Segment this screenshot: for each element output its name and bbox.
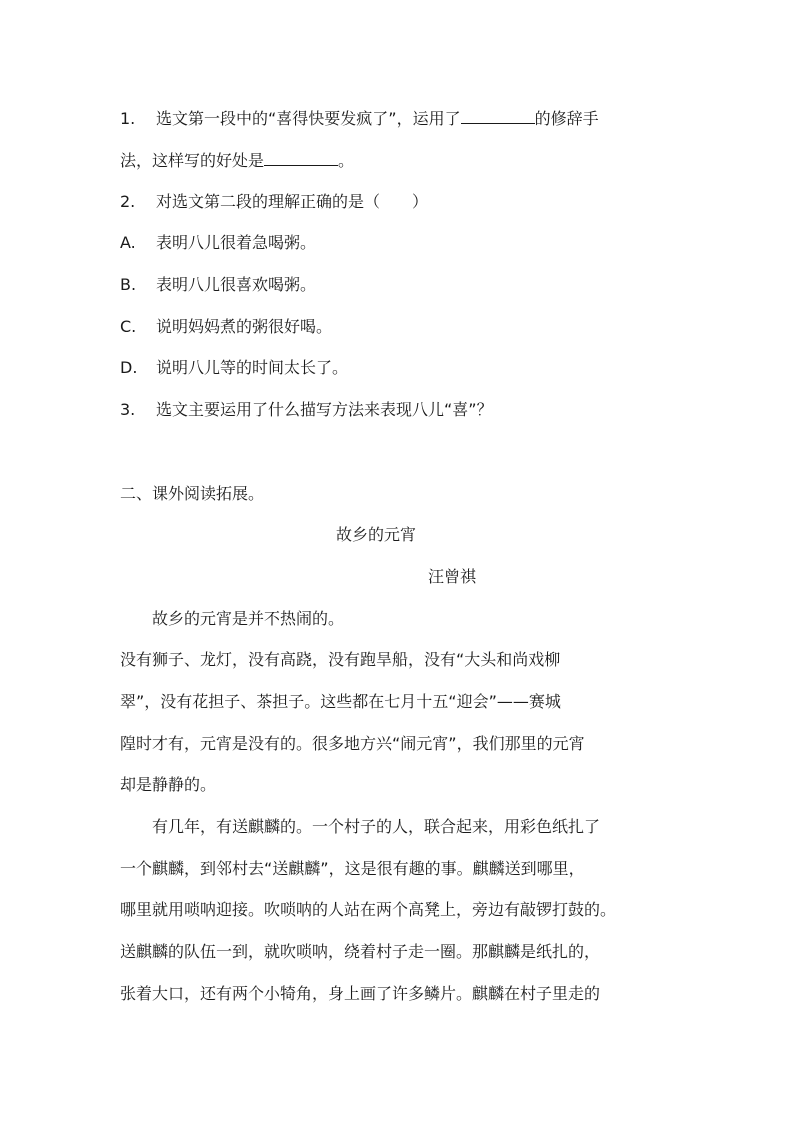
article-line: 却是静静的。 (120, 775, 217, 794)
option-a-label: A. (120, 233, 136, 252)
question-1-blank-2[interactable] (264, 150, 338, 166)
option-a[interactable] (120, 233, 316, 253)
question-2 (120, 192, 428, 212)
option-d-label: D. (120, 358, 138, 377)
option-b-text: 表明八儿很喜欢喝粥。 (156, 275, 317, 294)
article-line: 张着大口，还有两个小犄角，身上画了许多鳞片。麒麟在村子里走的 (120, 984, 601, 1003)
question-3-text: 选文主要运用了什么描写方法来表现八儿“喜”？ (156, 400, 493, 419)
question-1-number: 1. (120, 109, 136, 128)
option-c-label: C. (120, 317, 137, 336)
question-1-blank-1[interactable] (461, 108, 535, 124)
question-3-number: 3. (120, 400, 136, 419)
question-1-text-b: 的修辞手 (534, 109, 599, 128)
option-b-label: B. (120, 275, 137, 294)
article-line: 哪里就用唢呐迎接。吹唢呐的人站在两个高凳上，旁边有敲锣打鼓的。 (120, 900, 617, 919)
article-line: 没有狮子、龙灯，没有高跷，没有跑旱船，没有“大头和尚戏柳 (120, 650, 561, 669)
option-c[interactable] (120, 317, 332, 337)
section-heading: 二、课外阅读拓展。 (120, 484, 265, 503)
option-a-text: 表明八儿很着急喝粥。 (156, 233, 317, 252)
article-line: 有几年，有送麒麟的。一个村子的人，联合起来，用彩色纸扎了 (120, 817, 601, 836)
article-line: 故乡的元宵是并不热闹的。 (120, 609, 345, 628)
option-d[interactable] (120, 358, 348, 378)
option-d-text: 说明八儿等的时间太长了。 (156, 358, 349, 377)
article-author: 汪曾祺 (428, 567, 477, 586)
option-c-text: 说明妈妈煮的粥很好喝。 (156, 317, 333, 336)
question-1-line-2 (120, 150, 354, 171)
article-line: 隍时才有，元宵是没有的。很多地方兴“闹元宵”，我们那里的元宵 (120, 734, 585, 753)
question-1-text-d: 。 (338, 151, 355, 170)
question-2-number: 2. (120, 192, 136, 211)
question-1-text-c: 法，这样写的好处是 (120, 151, 265, 170)
question-1-line-1 (120, 108, 599, 129)
article-line: 送麒麟的队伍一到，就吹唢呐，绕着村子走一圈。那麒麟是纸扎的， (120, 942, 601, 961)
option-b[interactable] (120, 275, 316, 295)
question-2-text: 对选文第二段的理解正确的是（ ） (156, 192, 429, 211)
article-line: 翠”，没有花担子、茶担子。这些都在七月十五“迎会”——赛城 (120, 692, 561, 711)
article-line: 一个麒麟，到邻村去“送麒麟”，这是很有趣的事。麒麟送到哪里， (120, 859, 585, 878)
question-1-text-a: 选文第一段中的“喜得快要发疯了”，运用了 (156, 109, 461, 128)
article-title: 故乡的元宵 (336, 525, 417, 544)
question-3 (120, 400, 493, 420)
